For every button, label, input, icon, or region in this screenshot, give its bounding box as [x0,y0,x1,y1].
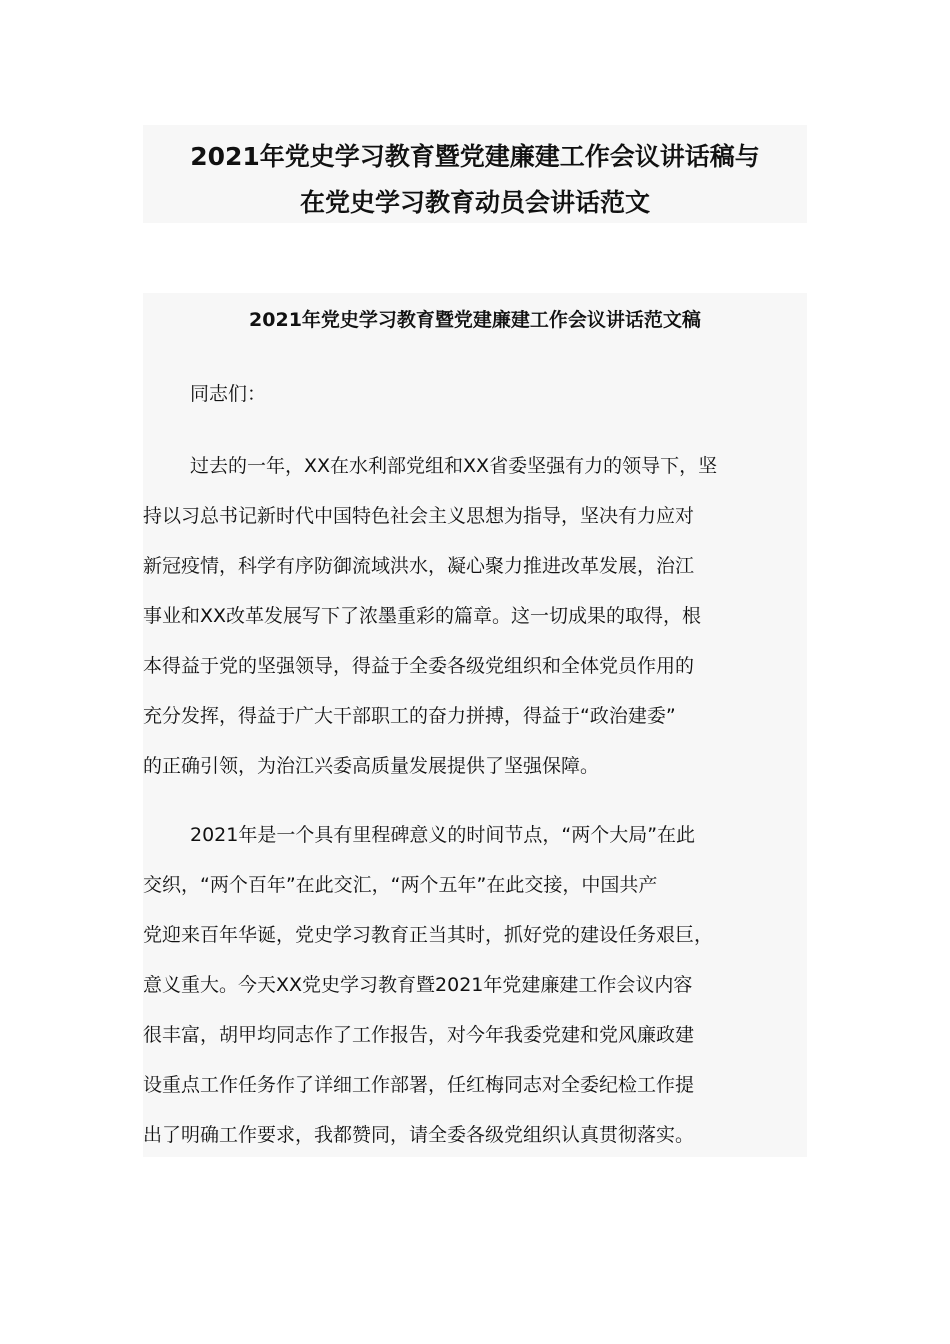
paragraph-line: 本得益于党的坚强领导，得益于全委各级党组织和全体党员作用的 [143,655,695,677]
paragraph-line: 很丰富，胡甲均同志作了工作报告，对今年我委党建和党风廉政建 [143,1024,695,1046]
paragraph-line: 意义重大。今天XX党史学习教育暨2021年党建廉建工作会议内容 [143,974,693,996]
paragraph-line: 过去的一年，XX在水利部党组和XX省委坚强有力的领导下，坚 [190,455,718,477]
salutation: 同志们： [190,383,267,405]
paragraph-line: 交织，“两个百年”在此交汇，“两个五年”在此交接，中国共产 [143,874,658,896]
paragraph-line: 新冠疫情，科学有序防御流域洪水，凝心聚力推进改革发展，治江 [143,555,695,577]
paragraph-line: 2021年是一个具有里程碑意义的时间节点，“两个大局”在此 [190,824,696,846]
title-block [143,125,807,223]
paragraph-line: 的正确引领，为治江兴委高质量发展提供了坚强保障。 [143,755,600,777]
document-title-line-2: 在党史学习教育动员会讲话范文 [299,188,650,217]
speech-subtitle: 2021年党史学习教育暨党建廉建工作会议讲话范文稿 [249,309,701,331]
paragraph-line: 出了明确工作要求，我都赞同，请全委各级党组织认真贯彻落实。 [143,1124,695,1146]
paragraph-line: 事业和XX改革发展写下了浓墨重彩的篇章。这一切成果的取得，根 [143,605,702,627]
paragraph-line: 设重点工作任务作了详细工作部署，任红梅同志对全委纪检工作提 [143,1074,695,1096]
document-title-line-1: 2021年党史学习教育暨党建廉建工作会议讲话稿与 [190,142,760,171]
paragraph-line: 持以习总书记新时代中国特色社会主义思想为指导，坚决有力应对 [143,505,695,527]
body-block [143,293,807,1157]
paragraph-line: 充分发挥，得益于广大干部职工的奋力拼搏，得益于“政治建委” [143,705,676,727]
paragraph-line: 党迎来百年华诞，党史学习教育正当其时，抓好党的建设任务艰巨， [143,924,714,946]
